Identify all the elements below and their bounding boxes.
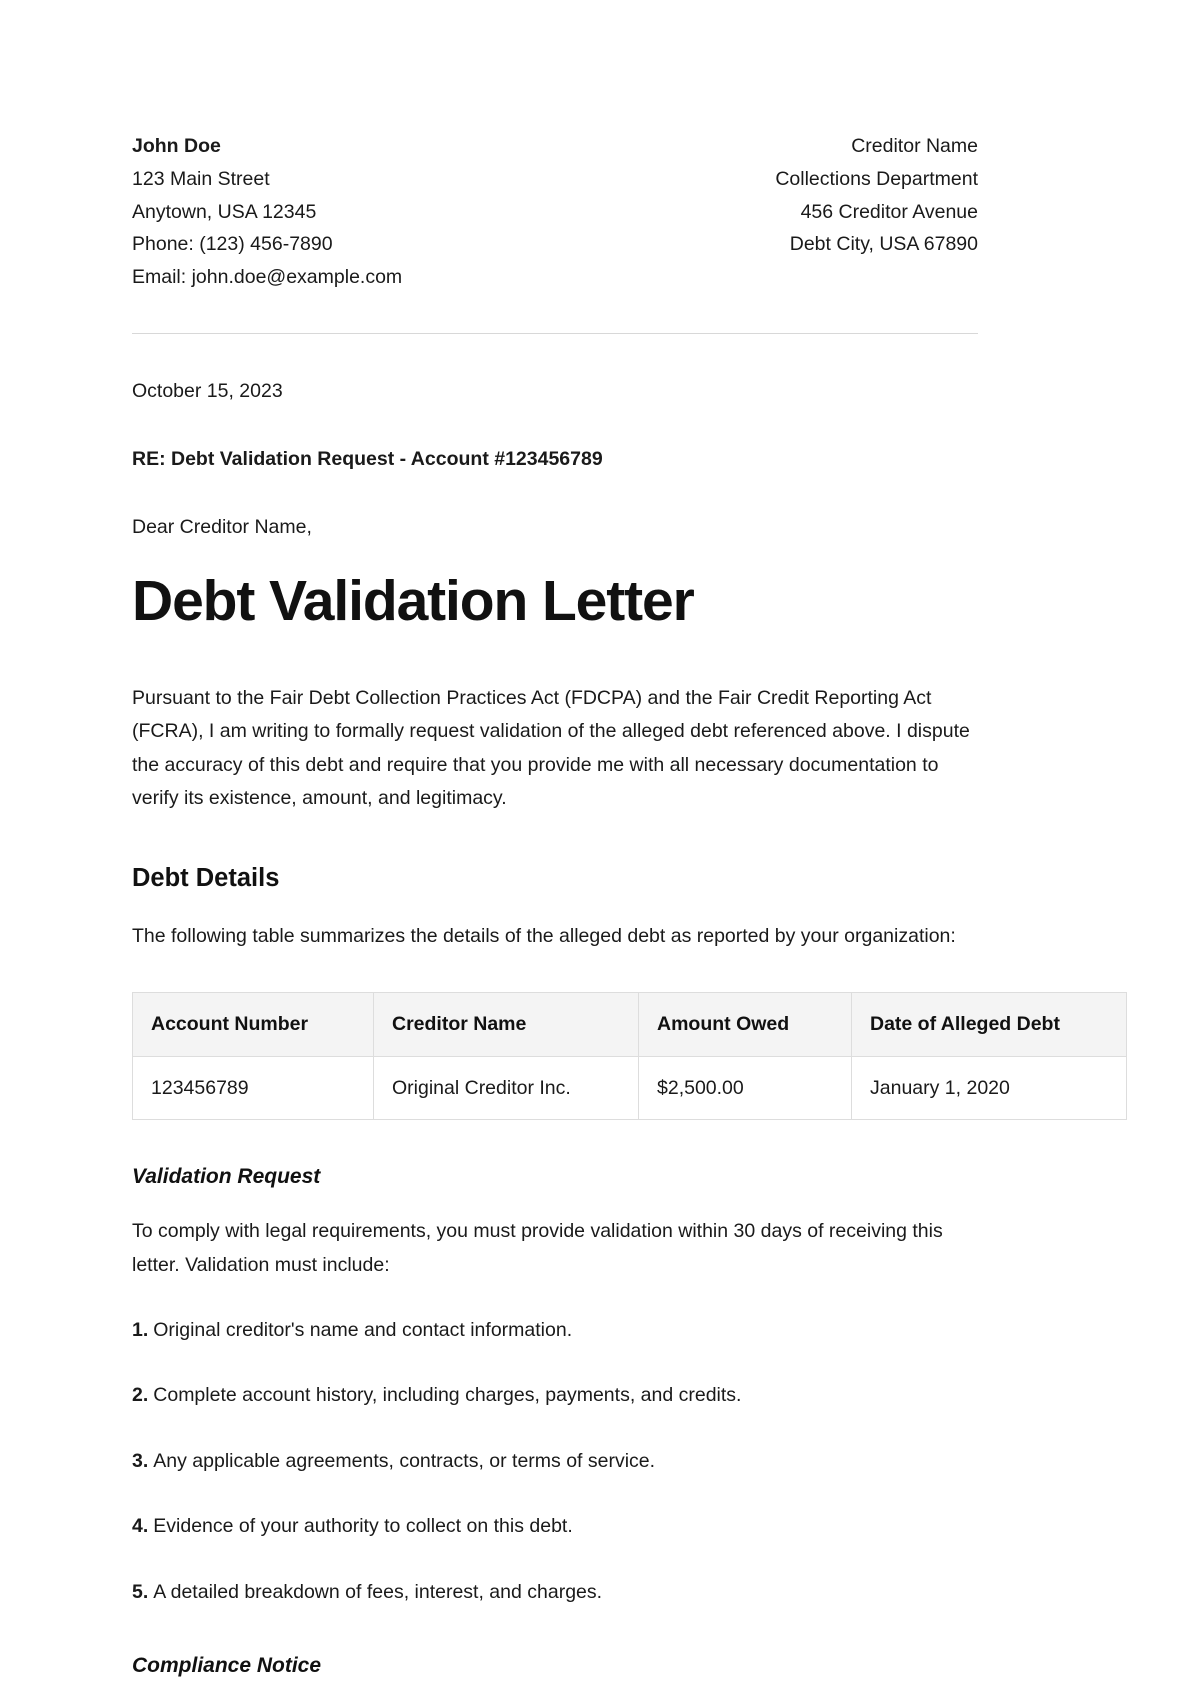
- validation-requirements-list: [132, 1314, 978, 1609]
- column-header-creditor-name: Creditor Name: [374, 993, 639, 1056]
- sender-email: Email: john.doe@example.com: [132, 266, 403, 289]
- debt-details-table: [132, 992, 1127, 1120]
- debt-details-intro: The following table summarizes the details of the alleged debt as reported by your organization:: [132, 925, 956, 948]
- validation-request-intro: To comply with legal requirements, you must provide validation within 30 days of receiving this letter. Validation must include:: [132, 1220, 943, 1276]
- letter-subject: RE: Debt Validation Request - Account #123456789: [132, 447, 603, 470]
- sender-phone: Phone: (123) 456-7890: [132, 233, 333, 256]
- letterhead-divider: [132, 333, 978, 334]
- sender-address-block: [132, 130, 402, 294]
- cell-creditor-name: Original Creditor Inc.: [374, 1056, 639, 1119]
- list-item-number: 2.: [132, 1384, 149, 1407]
- list-item-number: 5.: [132, 1580, 149, 1603]
- list-item-number: 1.: [132, 1319, 149, 1342]
- debt-details-table-wrapper: [132, 992, 1060, 1120]
- list-item-label: A detailed breakdown of fees, interest, and charges.: [153, 1580, 603, 1603]
- letter-date: October 15, 2023: [132, 379, 283, 402]
- compliance-notice-heading: Compliance Notice: [132, 1654, 322, 1678]
- sender-name: John Doe: [132, 135, 221, 157]
- list-item: [132, 1379, 978, 1412]
- list-item: [132, 1314, 978, 1347]
- recipient-city-state-zip: Debt City, USA 67890: [789, 233, 978, 256]
- list-item-number: 3.: [132, 1449, 149, 1472]
- table-head: [133, 993, 1127, 1056]
- column-header-date-of-alleged-debt: Date of Alleged Debt: [852, 993, 1127, 1056]
- page-title: Debt Validation Letter: [132, 568, 694, 633]
- recipient-address-block: [775, 130, 978, 261]
- cell-date-of-alleged-debt: January 1, 2020: [852, 1056, 1127, 1119]
- column-header-amount-owed: Amount Owed: [639, 993, 852, 1056]
- intro-paragraph: Pursuant to the Fair Debt Collection Practices Act (FDCPA) and the Fair Credit Reporting Act (FCRA), I am writing to formally request validation of the alleged debt referenced above. I dispute the accuracy of this debt and require that you provide me with all necessary documentation to verify its existence, amount, and legitimacy.: [132, 686, 970, 810]
- list-item-label: Complete account history, including charges, payments, and credits.: [153, 1384, 742, 1407]
- list-item: [132, 1445, 978, 1478]
- debt-details-heading: Debt Details: [132, 864, 280, 893]
- cell-account-number: 123456789: [133, 1056, 374, 1119]
- validation-request-heading: Validation Request: [132, 1165, 321, 1189]
- list-item: [132, 1510, 978, 1543]
- table-row: [133, 1056, 1127, 1119]
- table-body: [133, 1056, 1127, 1119]
- cell-amount-owed: $2,500.00: [639, 1056, 852, 1119]
- list-item-label: Any applicable agreements, contracts, or terms of service.: [153, 1449, 656, 1472]
- recipient-street: 456 Creditor Avenue: [800, 200, 978, 223]
- sender-street: 123 Main Street: [132, 167, 270, 190]
- list-item: [132, 1576, 978, 1609]
- list-item-number: 4.: [132, 1515, 149, 1538]
- sender-city-state-zip: Anytown, USA 12345: [132, 200, 317, 223]
- recipient-name: Creditor Name: [851, 135, 978, 157]
- letter-body: [132, 0, 1060, 1697]
- column-header-account-number: Account Number: [133, 993, 374, 1056]
- table-header-row: [133, 993, 1127, 1056]
- recipient-department: Collections Department: [775, 167, 978, 190]
- letter-salutation: Dear Creditor Name,: [132, 515, 312, 538]
- letterhead: [132, 0, 978, 294]
- list-item-label: Evidence of your authority to collect on this debt.: [153, 1515, 573, 1538]
- list-item-label: Original creditor's name and contact information.: [153, 1319, 573, 1342]
